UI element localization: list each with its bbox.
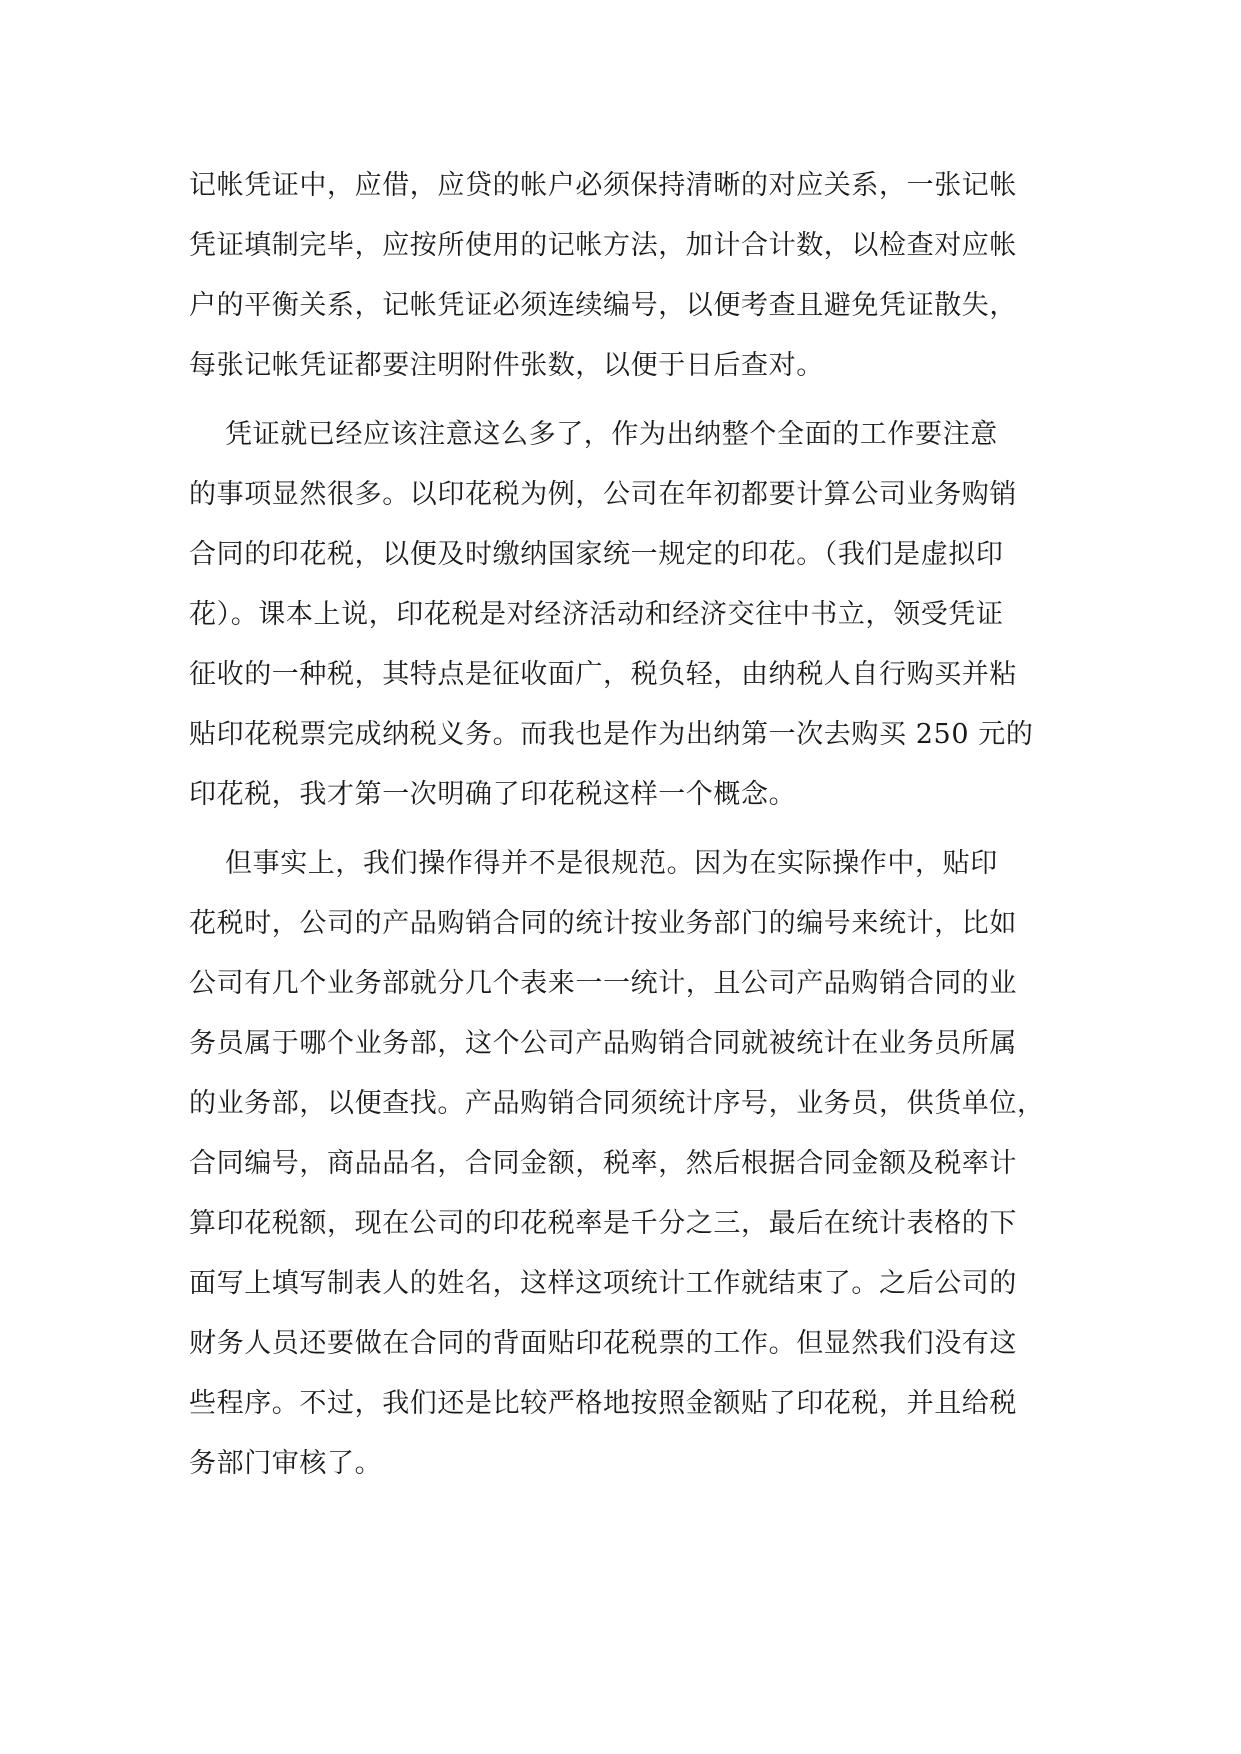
text-line: 财务人员还要做在合同的背面贴印花税票的工作。但显然我们没有这 (189, 1328, 1017, 1359)
text-line: 花）。课本上说，印花税是对经济活动和经济交往中书立，领受凭证 (189, 599, 1004, 630)
paragraph-spacer (189, 396, 1061, 405)
text-line: 务员属于哪个业务部，这个公司产品购销合同就被统计在业务员所属 (189, 1028, 1017, 1059)
text-line: 征收的一种税，其特点是征收面广，税负轻，由纳税人自行购买并粘 (189, 659, 1017, 690)
text-line: 凭证填制完毕，应按所使用的记帐方法，加计合计数，以检查对应帐 (189, 230, 1017, 261)
text-line: 合同的印花税，以便及时缴纳国家统一规定的印花。（我们是虚拟印 (189, 539, 1004, 570)
text-line: 每张记帐凭证都要注明附件张数，以便于日后查对。 (189, 350, 824, 381)
text-line: 记帐凭证中，应借，应贷的帐户必须保持清晰的对应关系，一张记帐 (189, 170, 1017, 201)
text-line: 合同编号，商品品名，合同金额，税率，然后根据合同金额及税率计 (189, 1148, 1017, 1179)
text-line: 印花税，我才第一次明确了印花税这样一个概念。 (189, 779, 797, 810)
text-line: 凭证就已经应该注意这么多了，作为出纳整个全面的工作要注意 (225, 419, 998, 450)
text-line: 的业务部，以便查找。产品购销合同须统计序号，业务员，供货单位， (189, 1088, 1045, 1119)
text-line: 些程序。不过，我们还是比较严格地按照金额贴了印花税，并且给税 (189, 1388, 1017, 1419)
text-line: 贴印花税票完成纳税义务。而我也是作为出纳第一次去购买 250 元的 (189, 719, 1034, 750)
text-line: 公司有几个业务部就分几个表来一一统计，且公司产品购销合同的业 (189, 968, 1017, 999)
text-line: 算印花税额，现在公司的印花税率是千分之三，最后在统计表格的下 (189, 1208, 1017, 1239)
text-line: 但事实上，我们操作得并不是很规范。因为在实际操作中，贴印 (225, 848, 998, 879)
paragraph-3 (189, 834, 1061, 1494)
document-body (189, 156, 1061, 1494)
text-line: 务部门审核了。 (189, 1448, 383, 1479)
paragraph-spacer (189, 825, 1061, 834)
text-line: 花税时，公司的产品购销合同的统计按业务部门的编号来统计，比如 (189, 908, 1017, 939)
paragraph-2 (189, 405, 1061, 825)
text-line: 户的平衡关系，记帐凭证必须连续编号，以便考查且避免凭证散失， (189, 290, 1017, 321)
paragraph-1 (189, 156, 1061, 396)
text-line: 的事项显然很多。以印花税为例，公司在年初都要计算公司业务购销 (189, 479, 1017, 510)
text-line: 面写上填写制表人的姓名，这样这项统计工作就结束了。之后公司的 (189, 1268, 1017, 1299)
